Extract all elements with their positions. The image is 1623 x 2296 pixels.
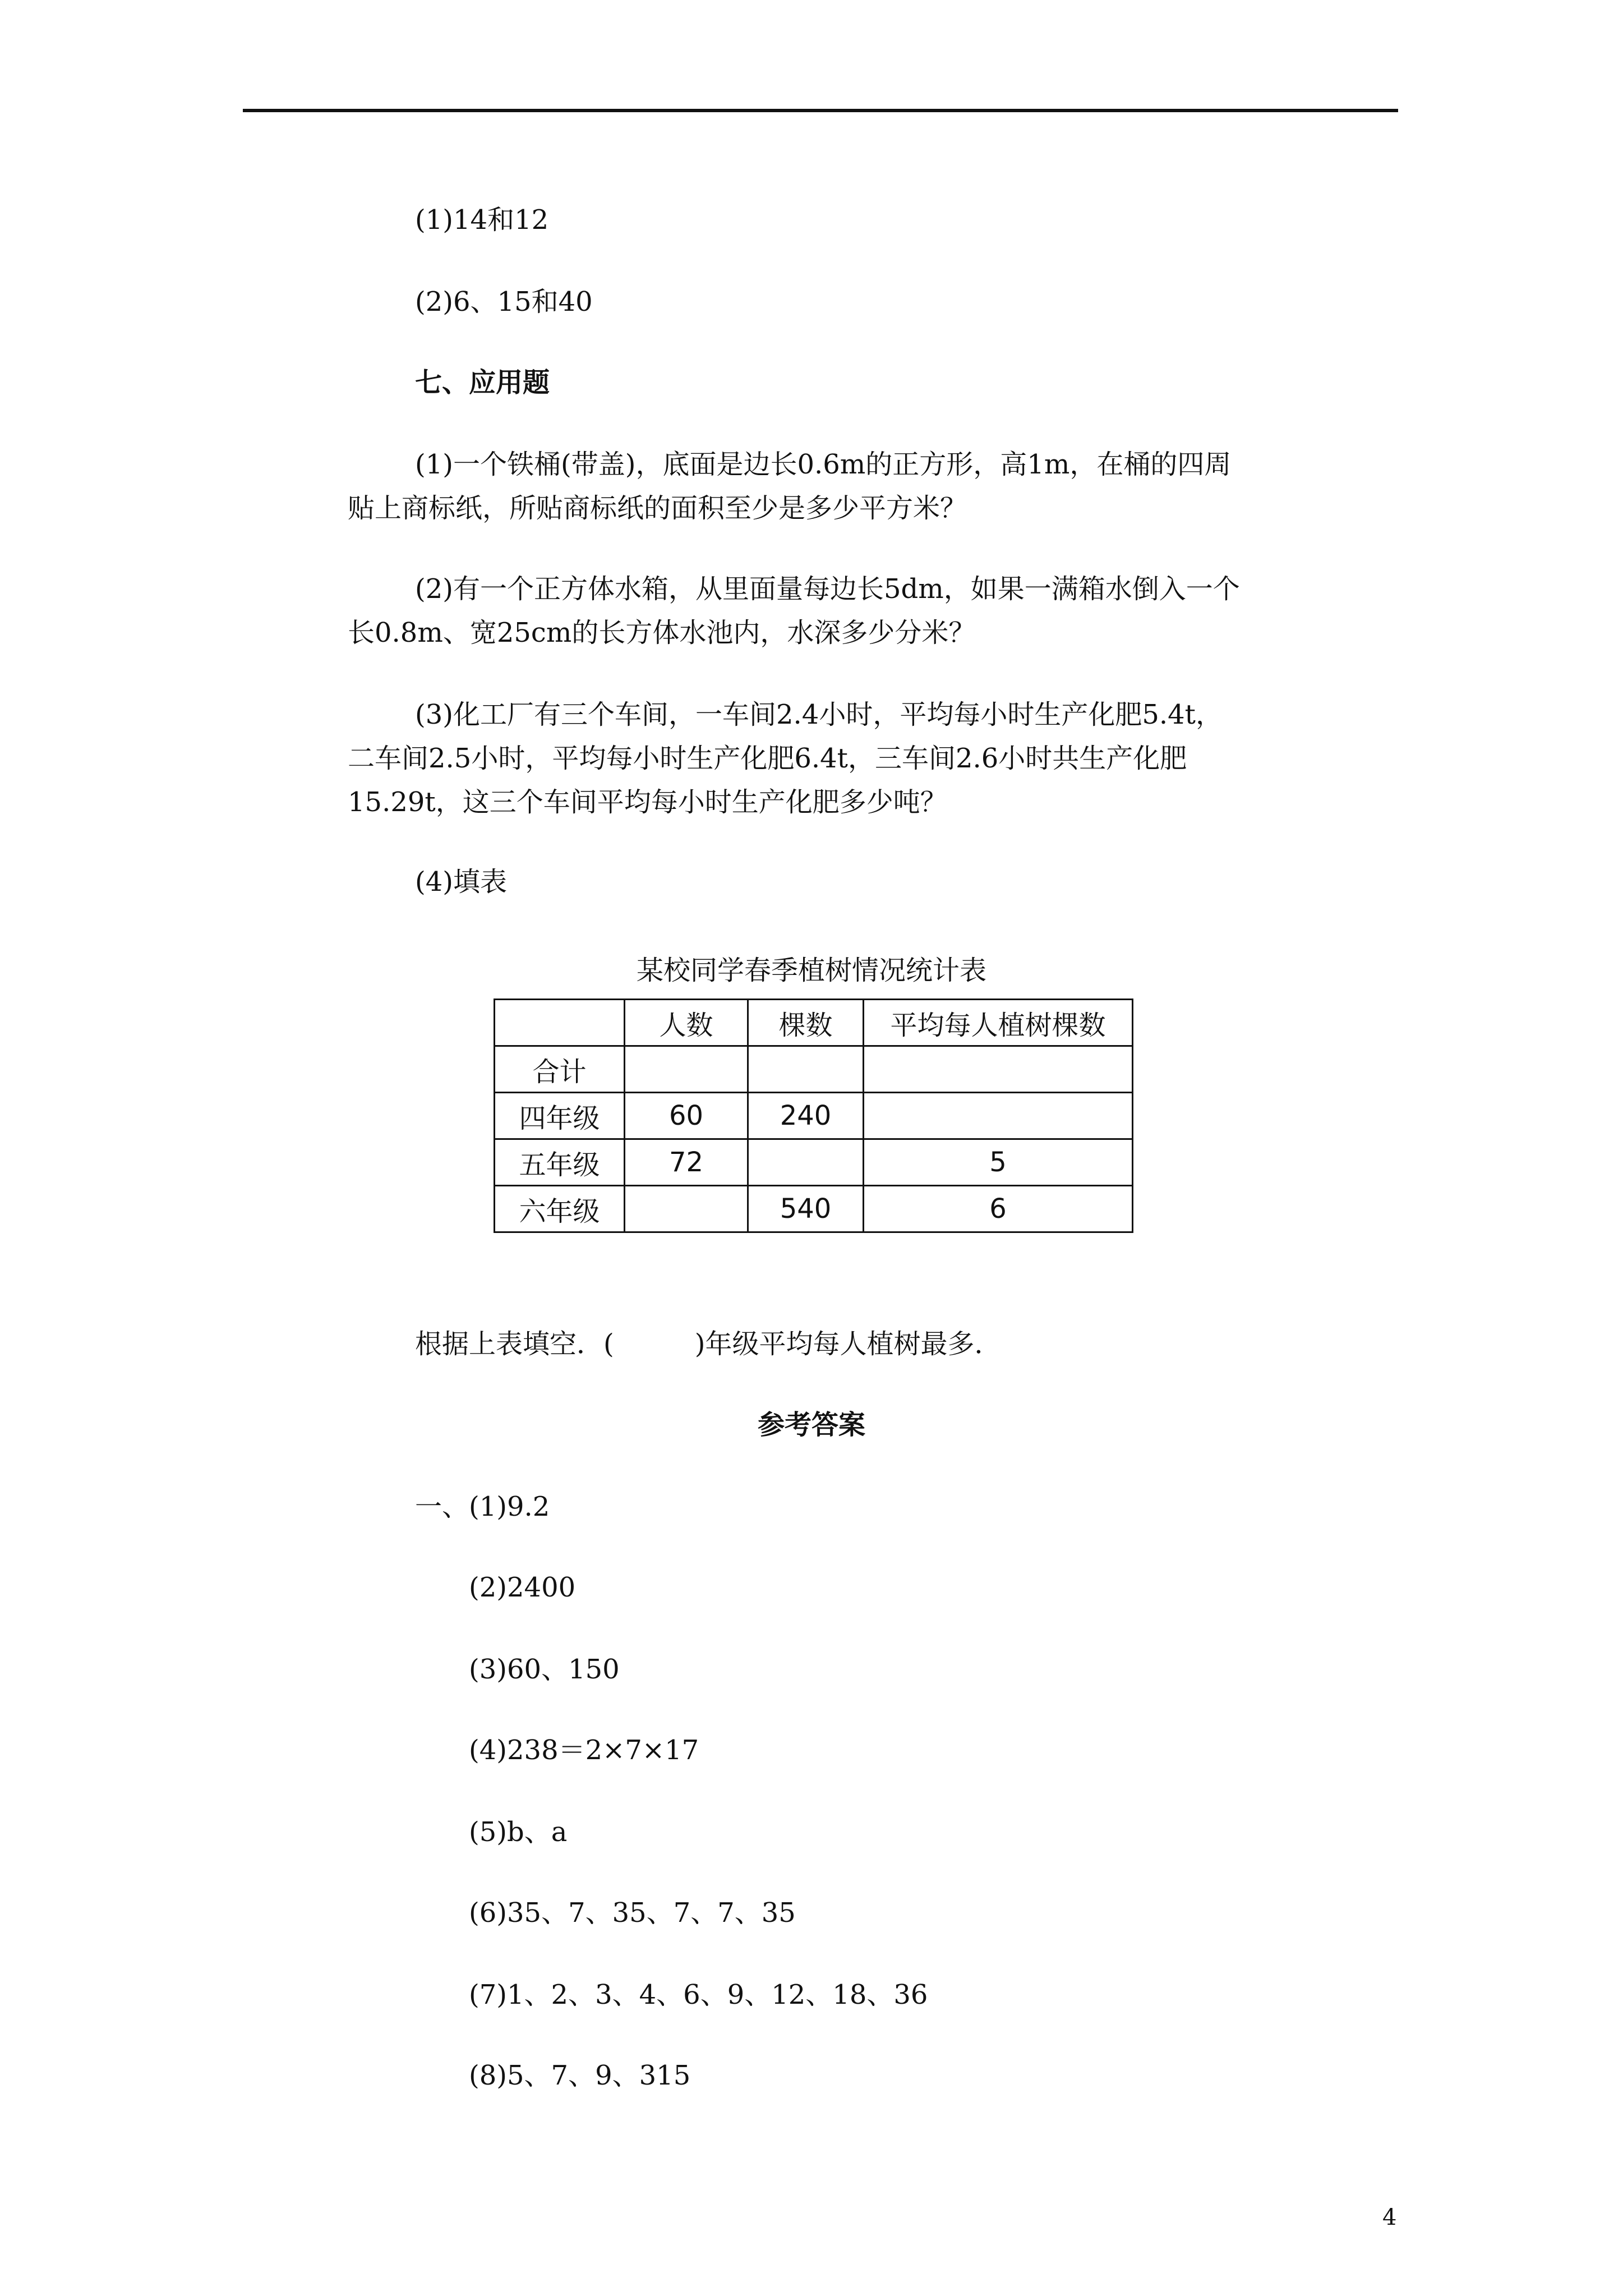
table-cell — [864, 1046, 1133, 1093]
table-cell: 240 — [748, 1093, 864, 1139]
table-row — [495, 1046, 1133, 1093]
table-cell: 72 — [625, 1139, 748, 1186]
question-4-label: (4)填表 — [415, 866, 507, 898]
table-cell — [625, 1186, 748, 1232]
table-cell: 四年级 — [495, 1093, 625, 1139]
answer-item: (6)35、7、35、7、7、35 — [469, 1897, 796, 1929]
question-2-line-2: 长0.8m、宽25cm的长方体水池内，水深多少分米？ — [348, 617, 976, 648]
table-header-cell: 棵数 — [748, 1000, 864, 1046]
header-rule — [243, 109, 1398, 112]
table-cell: 五年级 — [495, 1139, 625, 1186]
table-header-cell: 平均每人植树棵数 — [864, 1000, 1133, 1046]
statistics-table — [494, 999, 1133, 1233]
question-1-line-1: (1)一个铁桶(带盖)，底面是边长0.6m的正方形，高1m，在桶的四周 — [415, 449, 1232, 480]
question-2-line-1: (2)有一个正方体水箱，从里面量每边长5dm，如果一满箱水倒入一个 — [415, 573, 1240, 605]
table-cell — [625, 1046, 748, 1093]
table-cell — [748, 1139, 864, 1186]
table-header-cell: 人数 — [625, 1000, 748, 1046]
table-cell: 60 — [625, 1093, 748, 1139]
table-cell: 合计 — [495, 1046, 625, 1093]
table-row — [495, 1186, 1133, 1232]
answers-title: 参考答案 — [757, 1409, 865, 1441]
table-cell — [864, 1093, 1133, 1139]
answer-item: (5)b、a — [469, 1816, 568, 1848]
answer-item: (2)2400 — [469, 1572, 576, 1603]
table-cell: 6 — [864, 1186, 1133, 1232]
section-heading: 七、应用题 — [415, 367, 550, 398]
table-cell — [748, 1046, 864, 1093]
table-cell: 六年级 — [495, 1186, 625, 1232]
table-header-row — [495, 1000, 1133, 1046]
question-3-line-2: 二车间2.5小时，平均每小时生产化肥6.4t，三车间2.6小时共生产化肥 — [348, 743, 1187, 774]
fill-blank-question: 根据上表填空．( )年级平均每人植树最多． — [415, 1328, 1002, 1360]
answer-item: 一、(1)9.2 — [415, 1491, 550, 1522]
answer-item: (4)238＝2×7×17 — [469, 1734, 699, 1766]
question-3-line-1: (3)化工厂有三个车间，一车间2.4小时，平均每小时生产化肥5.4t， — [415, 699, 1223, 730]
question-1-line-2: 贴上商标纸，所贴商标纸的面积至少是多少平方米？ — [348, 493, 967, 524]
answer-line-1: (1)14和12 — [415, 204, 549, 236]
table-cell: 540 — [748, 1186, 864, 1232]
table-header-cell — [495, 1000, 625, 1046]
answer-item: (8)5、7、9、315 — [469, 2060, 691, 2091]
answer-line-2: (2)6、15和40 — [415, 286, 593, 318]
answer-item: (7)1、2、3、4、6、9、12、18、36 — [469, 1979, 928, 2010]
answer-item: (3)60、150 — [469, 1654, 620, 1685]
table-row — [495, 1093, 1133, 1139]
table-row — [495, 1139, 1133, 1186]
table-cell: 5 — [864, 1139, 1133, 1186]
question-3-line-3: 15.29t，这三个车间平均每小时生产化肥多少吨？ — [348, 786, 947, 818]
page-number: 4 — [1382, 2205, 1397, 2230]
table-caption: 某校同学春季植树情况统计表 — [636, 955, 986, 986]
